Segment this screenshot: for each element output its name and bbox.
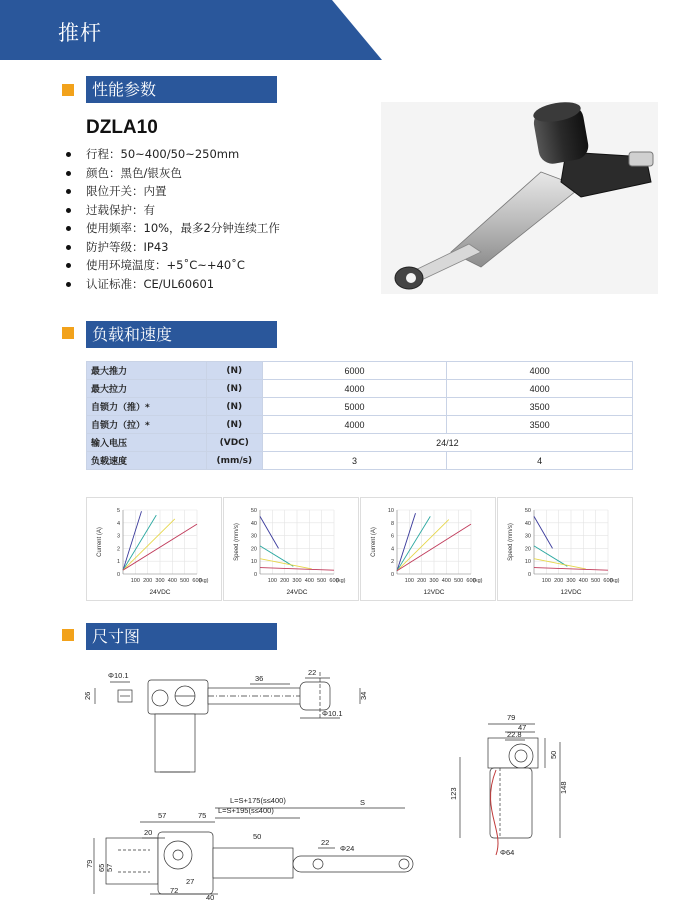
x-tick-label: 100	[267, 578, 277, 584]
table-row	[87, 434, 633, 452]
dim-label: Φ10.1	[108, 671, 129, 680]
spec-item: 使用频率：10%，最多2分钟连续工作	[66, 219, 366, 238]
series-line	[534, 516, 553, 548]
dim-label: 40	[206, 893, 215, 901]
x-tick-label: 100	[130, 578, 140, 584]
spec-item: 行程：50~400/50~250mm	[66, 145, 366, 164]
row-unit: (VDC)	[206, 434, 262, 452]
table-row	[87, 398, 633, 416]
x-tick-label: 500	[454, 578, 464, 584]
y-tick-label: 10	[524, 559, 531, 566]
x-tick-label: 200	[143, 578, 153, 584]
y-axis-label: Current (A)	[97, 527, 103, 557]
chart-speed-12vdc	[497, 497, 633, 601]
y-tick-label: 5	[116, 508, 120, 514]
row-label: 负载速度	[87, 452, 207, 470]
cell-value-merged: 24/12	[262, 434, 632, 452]
x-tick-label: 400	[578, 578, 588, 584]
series-line	[534, 559, 586, 569]
x-tick-label: 400	[167, 578, 177, 584]
dim-label: 34	[359, 691, 368, 700]
x-tick-label: 600	[603, 578, 613, 584]
y-axis-label: Current (A)	[371, 527, 377, 557]
y-tick-label: 4	[116, 520, 120, 527]
series-line	[260, 559, 312, 569]
series-line	[260, 546, 293, 566]
y-tick-label: 4	[390, 546, 394, 553]
y-tick-label: 6	[390, 533, 394, 540]
dim-label: 50	[253, 832, 262, 841]
row-unit: (N)	[206, 416, 262, 434]
dim-label: 27	[186, 877, 195, 886]
section-title-load-speed: 负载和速度	[86, 321, 277, 348]
cell-value: 5000	[262, 398, 447, 416]
y-tick-label: 2	[390, 559, 394, 566]
dim-label: L=S+195(s≤400)	[218, 806, 274, 815]
chart-svg	[498, 498, 632, 600]
product-photo	[381, 102, 658, 294]
top-view	[83, 668, 368, 772]
dim-label: S	[360, 798, 366, 807]
cell-value: 3500	[447, 416, 633, 434]
dim-label: 72	[170, 886, 179, 895]
x-tick-label: 500	[317, 578, 327, 584]
spec-item: 颜色：黑色/银灰色	[66, 164, 366, 183]
chart-speed-24vdc	[223, 497, 359, 601]
chart-svg	[224, 498, 358, 600]
spec-item: 使用环境温度：+5˚C~+40˚C	[66, 256, 366, 275]
y-tick-label: 3	[116, 533, 120, 540]
cell-value: 4	[447, 452, 633, 470]
y-axis-label: Speed (mm/s)	[508, 523, 514, 561]
y-tick-label: 2	[116, 546, 120, 553]
y-tick-label: 8	[390, 520, 394, 527]
section-marker-performance	[62, 84, 74, 96]
load-speed-table	[86, 361, 633, 470]
spec-list	[66, 145, 366, 293]
x-axis-label: (kg)	[610, 578, 620, 584]
x-tick-label: 300	[155, 578, 165, 584]
dim-label: 50	[549, 750, 558, 759]
x-axis-label: (kg)	[199, 578, 209, 584]
section-marker-load-speed	[62, 327, 74, 339]
y-tick-label: 50	[524, 508, 531, 514]
table-row	[87, 362, 633, 380]
x-tick-label: 100	[404, 578, 414, 584]
y-tick-label: 20	[524, 546, 531, 553]
y-tick-label: 1	[116, 559, 120, 566]
y-tick-label: 40	[524, 520, 531, 527]
dim-label: 123	[449, 787, 458, 800]
dim-label: 65	[97, 863, 106, 872]
chart-caption: 12VDC	[560, 589, 582, 596]
dim-label: Φ24	[340, 844, 355, 853]
row-label: 最大推力	[87, 362, 207, 380]
dim-label: 22	[308, 668, 317, 677]
dim-label: 22.8	[507, 730, 522, 739]
x-tick-label: 200	[417, 578, 427, 584]
table-row	[87, 380, 633, 398]
front-view	[85, 796, 413, 901]
y-tick-label: 30	[524, 533, 531, 540]
y-tick-label: 20	[250, 546, 257, 553]
chart-svg	[87, 498, 221, 600]
x-axis-label: (kg)	[473, 578, 483, 584]
dim-label: 26	[83, 691, 92, 700]
x-tick-label: 300	[566, 578, 576, 584]
actuator-illustration	[381, 102, 658, 294]
row-label: 最大拉力	[87, 380, 207, 398]
table-row	[87, 416, 633, 434]
x-tick-label: 500	[180, 578, 190, 584]
model-name: DZLA10	[86, 117, 158, 138]
y-tick-label: 0	[253, 572, 257, 578]
row-label: 自锁力（推）*	[87, 398, 207, 416]
spec-item: 认证标准：CE/UL60601	[66, 275, 366, 294]
y-axis-label: Speed (mm/s)	[234, 523, 240, 561]
dim-label: 22	[321, 838, 330, 847]
x-tick-label: 200	[280, 578, 290, 584]
dim-label: 47	[518, 723, 527, 732]
dim-label: 57	[105, 863, 114, 872]
y-tick-label: 10	[250, 559, 257, 566]
row-label: 输入电压	[87, 434, 207, 452]
dim-label: 79	[507, 713, 516, 722]
dim-label: 20	[144, 828, 153, 837]
y-tick-label: 0	[527, 572, 531, 578]
x-tick-label: 600	[466, 578, 476, 584]
x-tick-label: 100	[541, 578, 551, 584]
dim-label: 79	[85, 859, 94, 868]
row-unit: (mm/s)	[206, 452, 262, 470]
series-line	[534, 546, 567, 566]
spec-item: 防护等级：IP43	[66, 238, 366, 257]
chart-current-24vdc	[86, 497, 222, 601]
x-tick-label: 200	[554, 578, 564, 584]
page-title: 推杆	[58, 21, 102, 45]
dim-label: 75	[198, 811, 207, 820]
y-tick-label: 0	[390, 572, 394, 578]
chart-caption: 24VDC	[286, 589, 308, 596]
table-row	[87, 452, 633, 470]
y-tick-label: 40	[250, 520, 257, 527]
y-tick-label: 50	[250, 508, 257, 514]
dim-label: 148	[559, 781, 568, 794]
dim-label: Φ64	[500, 848, 515, 857]
cell-value: 4000	[262, 416, 447, 434]
x-tick-label: 400	[441, 578, 451, 584]
x-tick-label: 300	[292, 578, 302, 584]
chart-svg	[361, 498, 495, 600]
dim-label: 57	[158, 811, 167, 820]
dim-label: 36	[255, 674, 264, 683]
row-unit: (N)	[206, 380, 262, 398]
row-unit: (N)	[206, 398, 262, 416]
spec-item: 过载保护：有	[66, 201, 366, 220]
banner-diagonal	[332, 0, 382, 60]
dim-label: L=S+175(s≤400)	[230, 796, 286, 805]
section-marker-dimensions	[62, 629, 74, 641]
row-label: 自锁力（拉）*	[87, 416, 207, 434]
cell-value: 4000	[447, 380, 633, 398]
side-view	[449, 713, 568, 857]
dim-label: Φ10.1	[322, 709, 343, 718]
section-title-performance: 性能参数	[86, 76, 277, 103]
dimension-drawing	[0, 660, 700, 901]
chart-caption: 12VDC	[423, 589, 445, 596]
x-tick-label: 300	[429, 578, 439, 584]
x-tick-label: 400	[304, 578, 314, 584]
series-line	[260, 516, 279, 548]
y-tick-label: 10	[387, 508, 394, 514]
series-line	[397, 516, 430, 570]
cell-value: 6000	[262, 362, 447, 380]
cell-value: 4000	[262, 380, 447, 398]
row-unit: (N)	[206, 362, 262, 380]
y-tick-label: 0	[116, 572, 120, 578]
cell-value: 3500	[447, 398, 633, 416]
cell-value: 3	[262, 452, 447, 470]
x-tick-label: 600	[329, 578, 339, 584]
x-tick-label: 600	[192, 578, 202, 584]
section-title-dimensions: 尺寸图	[86, 623, 277, 650]
x-tick-label: 500	[591, 578, 601, 584]
chart-current-12vdc	[360, 497, 496, 601]
chart-caption: 24VDC	[149, 589, 171, 596]
spec-item: 限位开关：内置	[66, 182, 366, 201]
y-tick-label: 30	[250, 533, 257, 540]
cell-value: 4000	[447, 362, 633, 380]
x-axis-label: (kg)	[336, 578, 346, 584]
